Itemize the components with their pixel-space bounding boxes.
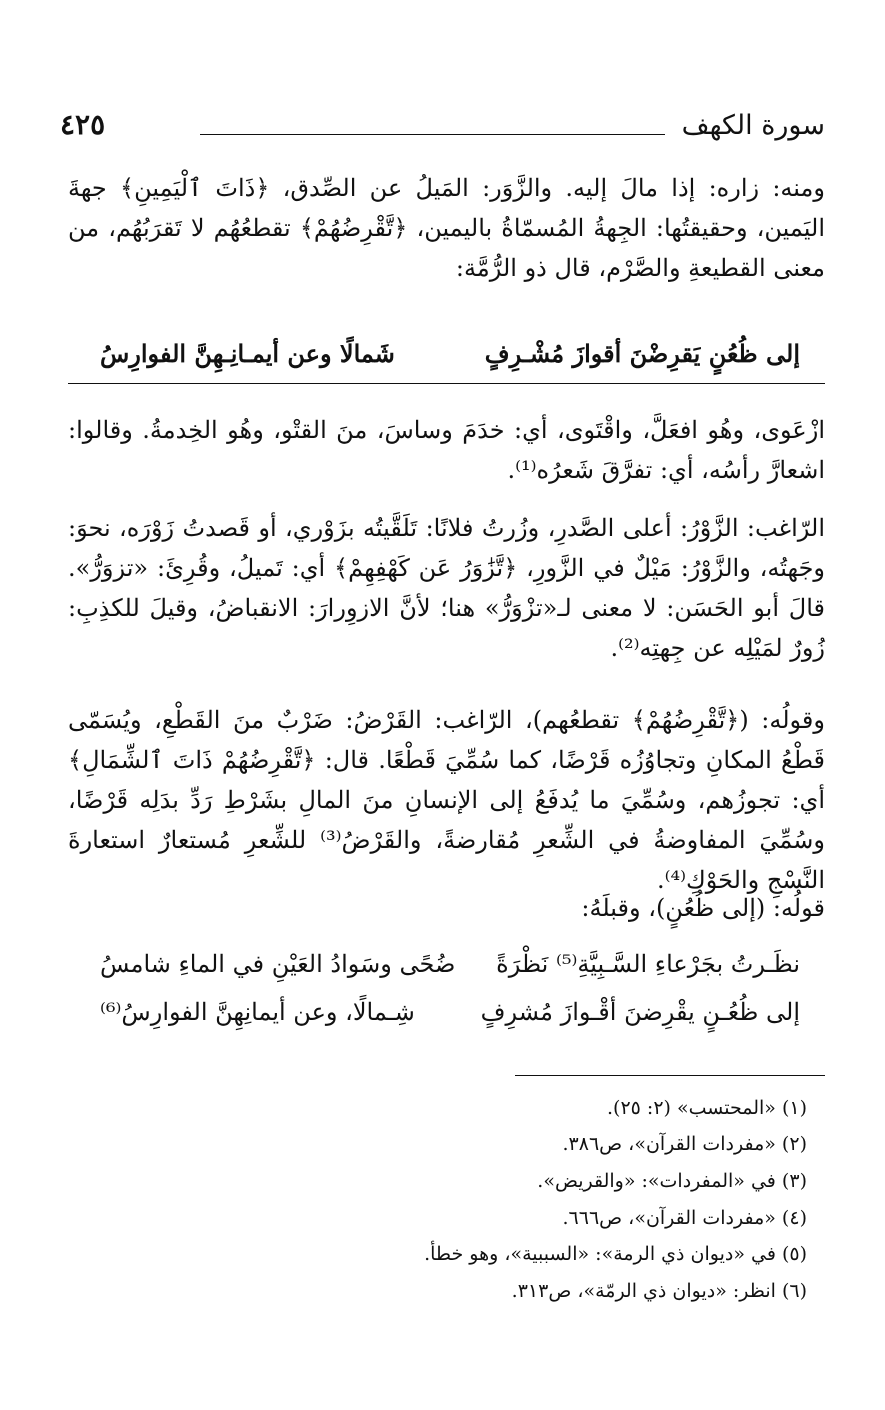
poem-line-2-first: إلى ظُعُـنٍ يقْرِضنَ أقْـوازَ مُشرِفٍ [480, 998, 800, 1026]
poem-line-1-first: نظَـرتُ بجَرْعاءِ السَّـبِيَّةِ⁽⁵⁾ نَظْرَةً [496, 950, 800, 978]
top-paragraph-text: ومنه: زاره: إذا مالَ إليه. والزَّوَر: المَيلُ عن الصِّدق، ﴿ذَاتَ ٱلْيَمِينِ﴾ جهةَ اليَمين، وحقيقتُها: الجِهةُ المُسمّاةُ باليمين، ﴿تَّقْرِضُهُمْ﴾ تقطعُهُم لا تَقرَبُهُم، من معنى القطيعةِ والصَّرْم، قال ذو الرُّمَّة: [68, 174, 825, 282]
body-paragraph-3 [68, 700, 825, 900]
verse-hemistich-first: إلى ظُعُنٍ يَقرِضْنَ أقوازَ مُشْـرِفٍ [484, 339, 800, 368]
body-paragraph-2 [68, 508, 825, 668]
commentary-top-paragraph [68, 168, 825, 288]
footnote-5: (٥) في «ديوان ذي الرمة»: «السببية»، وهو خطأ. [424, 1243, 807, 1265]
poem-line-2 [100, 998, 800, 1038]
paragraph-text: وقولُه: (﴿تَّقْرِضُهُمْ﴾ تقطعُهم)، الرّاغب: القَرْضُ: ضَرْبٌ منَ القَطْعِ، ويُسَمّى قَطْعُ المكانِ وتجاوُزُه قَرْضًا، كما سُمِّيَ قَطْعًا. قال: ﴿تَّقْرِضُهُمْ ذَاتَ ٱلشِّمَالِ﴾ أي: تجوزُهم، وسُمِّيَ ما يُدفَعُ إلى الإنسانِ منَ المالِ بشَرْطِ رَدِّ بدَلِه قَرْضًا، وسُمِّيَ المفاوضةُ في الشِّعرِ مُقارضةً، والقَرْضُ⁽³⁾ للشِّعرِ مُستعارٌ استعارةَ النَّسْجِ والحَوْكِ⁽⁴⁾. [68, 706, 825, 894]
paragraph-text: الرّاغب: الزَّوْرُ: أعلى الصَّدرِ، وزُرتُ فلانًا: تَلَقَّيتُه بزَوْري، أو قَصدتُ زَوْرَه، نحوَ: وجَهتُه، والزَّوْرُ: مَيْلٌ في الزَّورِ، ﴿تَّزَٰوَرُ عَن كَهْفِهِمْ﴾ أي: تَميلُ، وقُرِئَ: «تزوَرُّ». قالَ أبو الحَسَن: لا معنى لـ«تزْوَرُّ» هنا؛ لأنَّ الازوِرارَ: الانقباضُ، وقيلَ للكذِبِ: زُورٌ لمَيْلِه عن جِهتِه⁽²⁾. [68, 514, 826, 662]
verse-hemistich-second: شَمالًا وعن أيمـانِـهِنَّ الفوارِسُ [100, 339, 395, 368]
poem-line-1 [100, 950, 800, 990]
footnote-6: (٦) انظر: «ديوان ذي الرمّة»، ص٣١٣. [511, 1280, 807, 1302]
quoted-verse [100, 339, 800, 379]
page-header [60, 104, 825, 148]
paragraph-text: ازْعَوى، وهُو افعَلَّ، واقْتَوى، أي: خدَمَ وساسَ، منَ القتْو، وهُو الخِدمةُ. وقالوا: اشعارَّ رأسُه، أي: تفرَّقَ شَعرُه⁽¹⁾. [68, 416, 825, 484]
footnote-1: (١) «المحتسب» (٢: ٢٥). [607, 1097, 807, 1119]
header-rule [200, 134, 665, 135]
footnote-rule [515, 1075, 825, 1076]
footnote-4: (٤) «مفردات القرآن»، ص٦٦٦. [562, 1207, 807, 1229]
body-paragraph-1 [68, 410, 825, 490]
footnote-3: (٣) في «المفردات»: «والقريض». [537, 1170, 807, 1192]
footnote-2: (٢) «مفردات القرآن»، ص٣٨٦. [562, 1133, 807, 1155]
page-number: ٤٢٥ [60, 108, 106, 141]
text-divider [68, 383, 825, 384]
surah-title: سورة الكهف [681, 110, 825, 141]
paragraph-text: قولُه: (إلى ظُعُنٍ)، وقبلَهُ: [581, 894, 825, 922]
poem-line-2-second: شِـمالًا، وعن أيمانِهِنَّ الفوارِسُ⁽⁶⁾ [100, 998, 415, 1026]
poem-line-1-second: ضُحًى وسَوادُ العَيْنِ في الماءِ شامسُ [100, 950, 456, 978]
body-paragraph-4 [68, 888, 825, 928]
